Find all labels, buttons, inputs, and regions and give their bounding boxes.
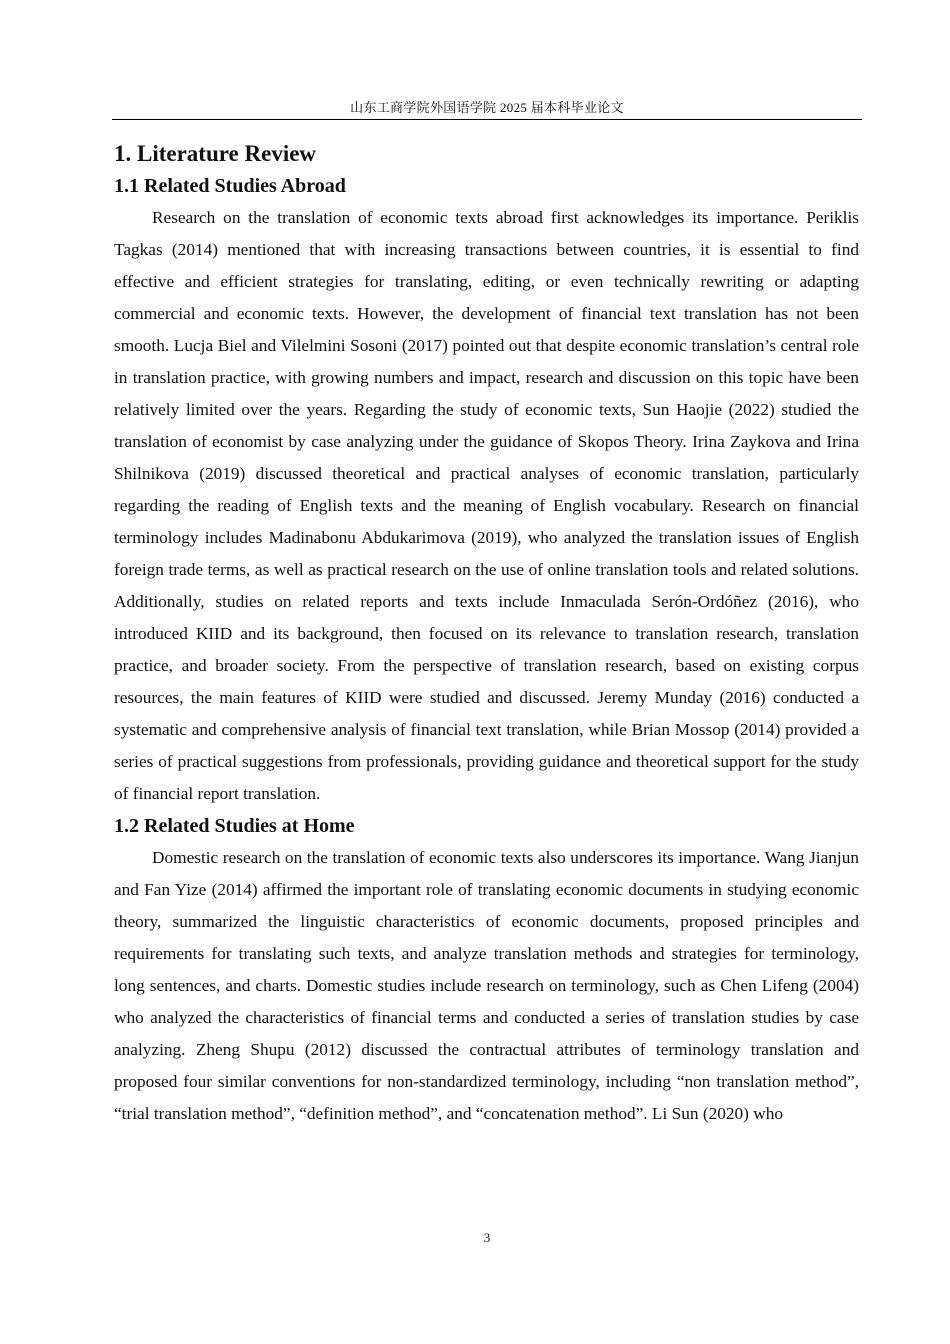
page-content — [114, 138, 859, 1130]
chapter-title: 1. Literature Review — [114, 141, 317, 166]
paragraph-studies-home: Domestic research on the translation of economic texts also underscores its importance. Wang Jianjun and Fan Yize (2014) affirmed the important role of translating economic documents in studying economic theory, summarized the linguistic characteristics of economic documents, proposed principles and requirements for translating such texts, and analyze translation methods and strategies for terminology, long sentences, and charts. Domestic studies include research on terminology, such as Chen Lifeng (2004) who analyzed the characteristics of financial terms and conducted a series of translation studies by case analyzing. Zheng Shupu (2012) discussed the contractual attributes of terminology translation and proposed four similar conventions for non-standardized terminology, including “non translation method”, “trial translation method”, “definition method”, and “concatenation method”. Li Sun (2020) who — [114, 848, 859, 1123]
section-title-home: 1.2 Related Studies at Home — [114, 815, 355, 837]
page-number: 3 — [483, 1230, 491, 1245]
header-divider — [112, 119, 862, 120]
running-header: 山东工商学院外国语学院 2025 届本科毕业论文 — [350, 100, 624, 115]
paragraph-studies-abroad: Research on the translation of economic texts abroad first acknowledges its importance. Periklis Tagkas (2014) mentioned that with increasing transactions between countries, it is essential to find effective and efficient strategies for translating, editing, or even technically rewriting or adapting commercial and economic texts. However, the development of financial text translation has not been smooth. Lucja Biel and Vilelmini Sosoni (2017) pointed out that despite economic translation’s central role in translation practice, with growing numbers and impact, research and discussion on this topic have been relatively limited over the years. Regarding the study of economic texts, Sun Haojie (2022) studied the translation of economist by case analyzing under the guidance of Skopos Theory. Irina Zaykova and Irina Shilnikova (2019) discussed theoretical and practical analyses of economic translation, particularly regarding the reading of English texts and the meaning of English vocabulary. Research on financial terminology includes Madinabonu Abdukarimova (2019), who analyzed the translation issues of English foreign trade terms, as well as practical research on the use of online translation tools and related solutions. Additionally, studies on related reports and texts include Inmaculada Serón-Ordóñez (2016), who introduced KIID and its background, then focused on its relevance to translation research, translation practice, and broader society. From the perspective of translation research, based on existing corpus resources, the main features of KIID were studied and discussed. Jeremy Munday (2016) conducted a systematic and comprehensive analysis of financial text translation, while Brian Mossop (2014) provided a series of practical suggestions from professionals, providing guidance and theoretical support for the study of financial report translation. — [114, 208, 859, 803]
section-title-abroad: 1.1 Related Studies Abroad — [114, 175, 346, 197]
